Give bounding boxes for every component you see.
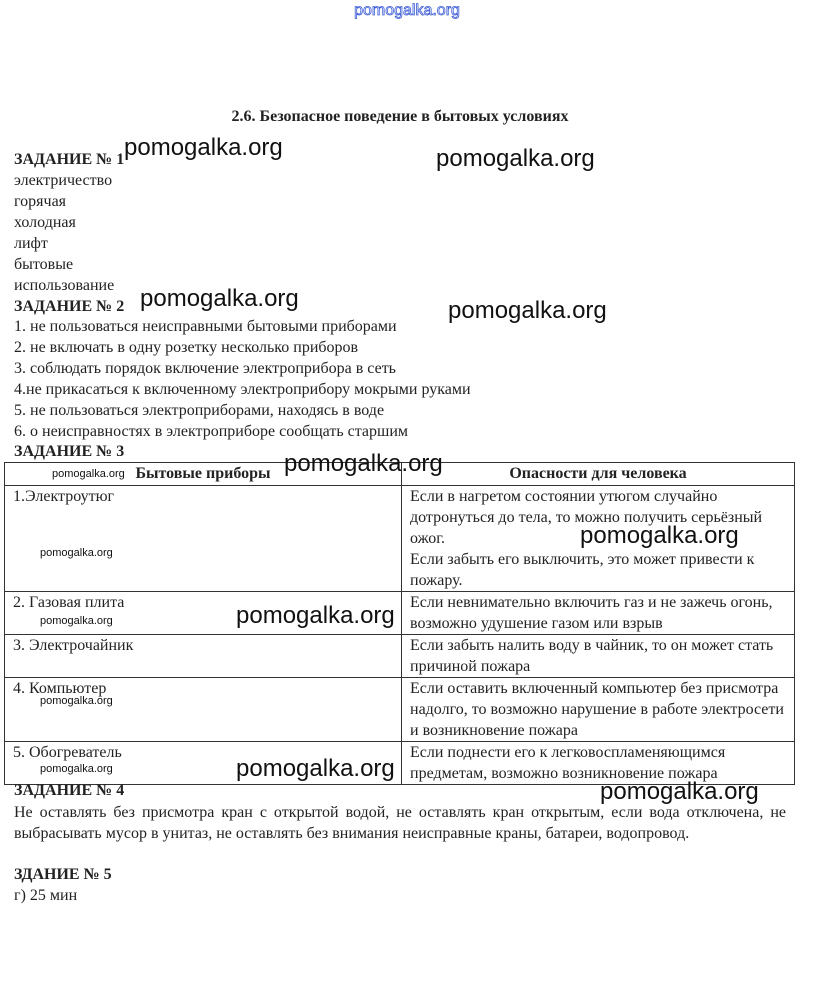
- watermark: pomogalka.org: [580, 522, 739, 549]
- task1-item: холодная: [14, 214, 76, 231]
- task4-heading: ЗАДАНИЕ № 4: [14, 782, 125, 799]
- task5-answer: г) 25 мин: [14, 887, 78, 904]
- table-row: [5, 678, 795, 742]
- page-title: 2.6. Безопасное поведение в бытовых условиях: [231, 108, 569, 125]
- danger-cell: Если невнимательно включить газ и не зажечь огонь, возможно удушение газом или взрыв: [402, 592, 795, 635]
- task1-item: бытовые: [14, 256, 74, 273]
- column-header: Опасности для человека: [402, 463, 795, 486]
- watermark: pomogalka.org: [600, 778, 759, 805]
- watermark: pomogalka.org: [284, 450, 443, 477]
- device-cell: 1.Электроутюг: [5, 486, 402, 592]
- table-row: [5, 635, 795, 678]
- task2-item: 2. не включать в одну розетку несколько приборов: [14, 339, 359, 356]
- task2-item: 5. не пользоваться электроприборами, находясь в воде: [14, 402, 385, 419]
- task2-item: 3. соблюдать порядок включение электроприбора в сеть: [14, 360, 396, 377]
- task5-heading: ЗДАНИЕ № 5: [14, 866, 112, 883]
- task2-item: 6. о неисправностях в электроприборе сообщать старшим: [14, 423, 409, 440]
- task3-heading: ЗАДАНИЕ № 3: [14, 443, 125, 460]
- task1-item: лифт: [14, 235, 48, 252]
- device-cell: 4. Компьютер: [5, 678, 402, 742]
- task2-item: 4.не прикасаться к включенному электроприбору мокрыми руками: [14, 381, 471, 398]
- task1-item: электричество: [14, 172, 113, 189]
- device-cell: 2. Газовая плита: [5, 592, 402, 635]
- site-watermark-top: pomogalka.org: [354, 2, 460, 19]
- watermark: pomogalka.org: [436, 145, 595, 172]
- column-header: Бытовые приборы: [5, 463, 402, 486]
- watermark-small: pomogalka.org: [40, 547, 113, 559]
- task1-item: использование: [14, 277, 115, 294]
- device-cell: 3. Электрочайник: [5, 635, 402, 678]
- danger-cell: Если поднести его к легковоспламеняющимся предметам, возможно возникновение пожара: [402, 742, 795, 785]
- table-row: [5, 592, 795, 635]
- danger-text: Если забыть его выключить, это может привести к пожару.: [410, 551, 755, 589]
- watermark: pomogalka.org: [124, 134, 283, 161]
- watermark: pomogalka.org: [448, 297, 607, 324]
- watermark-small: pomogalka.org: [40, 763, 113, 775]
- watermark-small: pomogalka.org: [40, 695, 113, 707]
- device-cell: 5. Обогреватель: [5, 742, 402, 785]
- watermark-small: pomogalka.org: [40, 615, 113, 627]
- task1-item: горячая: [14, 193, 67, 210]
- task1-heading: ЗАДАНИЕ № 1: [14, 151, 125, 168]
- task2-heading: ЗАДАНИЕ № 2: [14, 298, 125, 315]
- danger-cell: Если забыть налить воду в чайник, то он может стать причиной пожара: [402, 635, 795, 678]
- devices-table: [4, 462, 795, 785]
- watermark: pomogalka.org: [236, 755, 395, 782]
- watermark: pomogalka.org: [236, 602, 395, 629]
- watermark: pomogalka.org: [140, 285, 299, 312]
- task4-text: Не оставлять без присмотра кран с открытой водой, не оставлять кран открытым, если вода отключена, не выбрасывать мусор в унитаз, не оставлять без внимания неисправные краны, батареи, водопровод.: [14, 804, 786, 842]
- watermark-small: pomogalka.org: [52, 468, 125, 480]
- danger-text: Если в нагретом состоянии утюгом случайно дотронуться до тела, то можно получить серьёзный ожог.: [410, 488, 763, 547]
- task2-item: 1. не пользоваться неисправными бытовыми приборами: [14, 318, 397, 335]
- danger-cell: Если оставить включенный компьютер без присмотра надолго, то возможно нарушение в работе электросети и возникновение пожара: [402, 678, 795, 742]
